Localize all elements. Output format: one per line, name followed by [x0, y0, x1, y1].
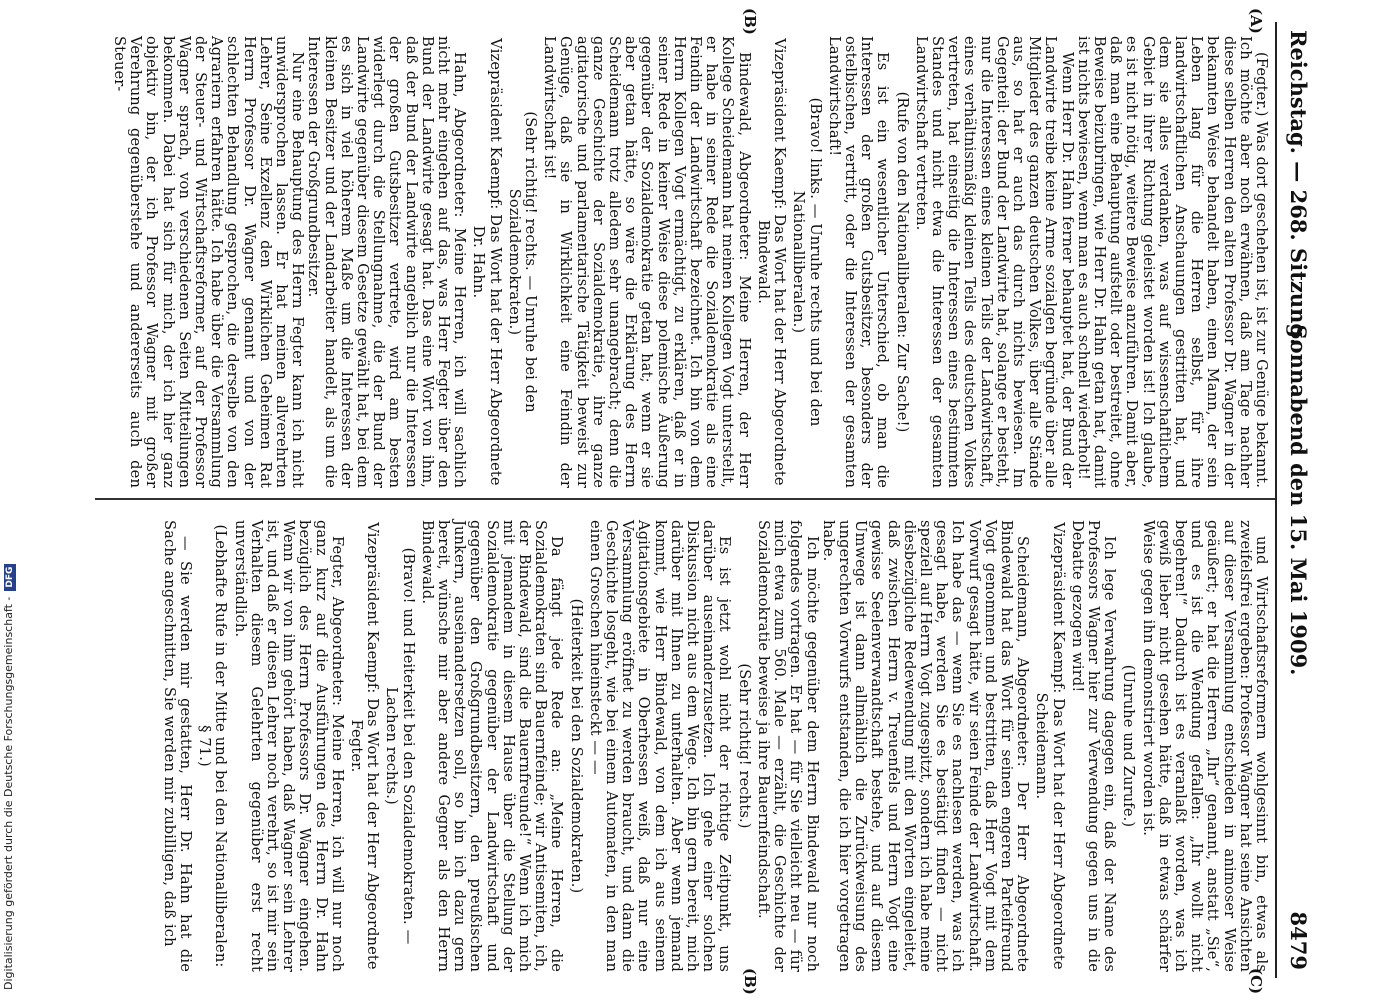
interjection: (Lebhafte Rufe in der Mitte und bei den Nationalliberalen: § 71.) — [196, 524, 230, 968]
paragraph: Scheidemann, Abgeordneter: Der Herr Abgeordnete Bindewald hat das Wort für seinen engeren Parteifreund Vogt genommen und bestritten, daß Herr Vogt mit dem Vorwurf gesagt hätte, wir seien Feinde der Landwirtschaft. Ich habe das — wenn Sie es nachlesen werden, was ich gesagt habe, werden Sie es bestätigt finden — nicht speziell auf Herrn Vogt zugespitzt, sondern ich habe meine diesbezügliche Redewendung mit den Worten eingeleitet, daß zwischen Herrn v. Treuenfels und Herrn Vogt eine gewisse Seelenverwandtschaft bestehe, und auf diesem Umwege ist dann allmählich die Zurückweisung des ungerechten Vorwurfs entstanden, die ich hier vorgetragen habe. — [819, 520, 1032, 972]
speaker-announcement: Vizepräsident Kaempf: Das Wort hat der Herr Abgeordnete Fegter. — [348, 522, 382, 970]
header-date: Sonnabend den 15. Mai 1909. — [1286, 324, 1311, 676]
paragraph: Es ist ein wesentlicher Unterschied, ob man die Interessen der großen Gutsbesitzer, besonders der ostelbischen, vertritt, oder die Interessen der gesamten Landwirtschaft! — [825, 36, 892, 488]
digitization-footer — [2, 30, 16, 990]
margin-letter-a: (A) — [1247, 8, 1265, 34]
digitization-note: Digitalisierung gefördert durch die Deutsche Forschungsgemeinschaft - — [2, 596, 15, 990]
speaker-announcement: Vizepräsident Kaempf: Das Wort hat der Herr Abgeordnete Dr. Hahn. — [470, 38, 504, 486]
running-head — [1281, 30, 1311, 970]
paragraph: Da fängt jede Rede an: „Meine Herren, die Sozialdemokraten sind Bauernfeinde; wir Antisemiten, ich, der Bindewald, sind die Bauernfreunde!“ Wenn ich mich mit jemandem in diesem Hause über die Stellung der Sozialdemokratie gegenüber der Landwirtschaft und gegenüber den Großgrundbesitzern, den preußischen Junkern, auseinandersetzen soll, so bin ich dazu gern bereit, wünsche mir aber andere Gegner als den Herrn Bindewald. — [418, 520, 566, 972]
margin-letter-c: (C) — [1247, 968, 1265, 995]
paragraph: — Sie werden mir gestatten, Herr Dr. Hahn hat die Sache angeschnitten, Sie werden mir zubilligen, daß ich — [160, 520, 194, 972]
speaker-announcement: Vizepräsident Kaempf: Das Wort hat der Herr Abgeordnete Bindewald. — [754, 38, 789, 486]
paragraph: Ich lege Verwahrung dagegen ein, daß der Name des Professors Wagner hier zur Verwendung gegen uns in die Debatte gezogen wird! — [1068, 520, 1119, 972]
paragraph: Ich möchte gegenüber dem Herrn Bindewald nur noch folgendes vortragen. Er hat — für Sie vielleicht neu — für mich etwa zum 560. Male — erzählt, die Geschichte der Sozialdemokratie beweise ja ihre Bauernfeindschaft. — [754, 520, 821, 972]
interjection: (Bravo! links. — Unruhe rechts und bei den Nationalliberalen.) — [790, 97, 824, 427]
interjection: (Sehr richtig! rechts.) — [735, 663, 753, 829]
left-column — [111, 36, 1269, 488]
paragraph: und Wirtschaftsreformern wohlgesinnt bin, etwas als zweifelsfrei ergeben: Professor Wagner hat seine Ansichten auf dieser Versammlung entschieden in animoser Weise geäußert; er hat die Herren „Ihr“ genannt, anstatt „Sie“, und es ist die Wendung gefallen: „Ihr wollt nicht begehren!“ Dadurch ist es veranlaßt worden, was ich gewiß lieber nicht gesehen hätte, daß in etwas schärfer Weise gegen ihn demonstriert worden ist. — [1139, 520, 1270, 972]
paragraph: (Fegter.) Was dort geschehen ist, ist zur Genüge bekannt. Ich möchte aber noch erwähnen, daß am Tage nachher diese selben Herren den alten Professor Dr. Wagner in der bekannten Weise behandelt haben, einen Mann, der sein Leben lang für die Herren selbst, für ihre landwirtschaftlichen Anschauungen gestritten hat, und dem sie alles verdanken, was auf wissenschaftlichem Gebiet in ihrer Richtung geleistet worden ist! Ich glaube, es ist nicht nötig, weitere Beweise anzuführen. Damit aber, daß man eine Behauptung aufstellt oder bestreitet, ohne Beweise beizubringen, wie Herr Dr. Hahn getan hat, damit ist nichts bewiesen, wenn man es auch schnell wiederholt! — [1074, 36, 1270, 488]
interjection: (Heiterkeit bei den Sozialdemokraten.) — [567, 598, 585, 894]
paragraph: Nur eine Behauptung des Herrn Fegter kann ich nicht unwidersprochen lassen. Er hat meinen allverehrten Lehrer, Seine Exzellenz den Wirklichen Geheimen Rat Herrn Professor Dr. Wagner genannt und von der schlechten Behandlung gesprochen, die derselbe von den Agrariern erfahren hätte. Ich habe über die Versammlung der Steuer- und Wirtschaftsreformer, auf der Professor Wagner sprach, von verschiedenen Seiten Mitteilungen bekommen. Dabei hat sich für mich, der ich hier ganz objektiv bin, der ich Professor Wagner mit großer Verehrung gegenüberstehe und andererseits auch den Steuer- — [110, 36, 307, 488]
paragraph: Fegter, Abgeordneter: Meine Herren, ich will nur noch ganz kurz auf die Ausführungen des Herrn Dr. Hahn bezüglich des Herrn Professors Dr. Wagner eingehen. Wenn wir von ihm gehört haben, daß Wagner sein Lehrer ist, und daß er diesen Lehrer noch verehrt, so ist mir sein Verhalten diesem Gelehrten gegenüber erst recht unverständlich. — [231, 520, 346, 972]
paragraph: Hahn, Abgeordneter: Meine Herren, ich will sachlich nicht mehr eingehen auf das, was Herr Fegter über den Bund der Landwirte gesagt hat. Das eine Wort von ihm, daß der Bund der Landwirte angeblich nur die Interessen der großen Gutsbesitzer vertrete, wird am besten widerlegt durch die Stellungnahme, die der Bund der Landwirte gegenüber diesem Gesetze gewählt hat, bei dem es sich in viel höherem Maße um die Interessen der kleinen Besitzer und der Landarbeiter handelt, als um die Interessen der Großgrundbesitzer. — [305, 36, 469, 488]
paragraph: Bindewald, Abgeordneter: Meine Herren, der Herr Kollege Scheidemann hat meinen Kollegen Vogt unterstellt, er habe in seiner Rede die Sozialdemokratie als eine Feindin der Landwirtschaft bezeichnet. Ich bin von dem Herrn Kollegen Vogt ermächtigt, zu erklären, daß er in seiner Rede in keiner Weise diese polemische Äußerung gegenüber der Sozialdemokratie getan hat; wenn er sie aber getan hätte, so wäre die Erklärung des Herrn Scheidemann trotz alledem sehr unangebracht; denn die ganze Geschichte der Sozialdemokratie, ihre ganze agitatorische und parlamentarische Tätigkeit beweist zur Genüge, daß sie in Wirklichkeit eine Feindin der Landwirtschaft ist! — [541, 36, 753, 488]
paragraph: Es ist jetzt wohl nicht der richtige Zeitpunkt, uns darüber auseinanderzusetzen. Ich gehe einer solchen Diskussion nicht aus dem Wege. Ich bin gern bereit, mich darüber mit Ihnen zu unterhalten. Aber wenn jemand kommt, wie Herr Bindewald, von dem ich aus seinem Agitationsgebiete in Oberhessen weiß, daß nur eine Versammlung eröffnet zu werden braucht, und dann die Geschichte losgeht, wie bei einem Automaten, in den man einen Groschen hineinsteckt — — — [586, 520, 734, 972]
header-rule — [1275, 22, 1277, 978]
dfg-logo: DFG — [4, 564, 16, 591]
margin-letter-b-right: (B) — [741, 968, 759, 995]
interjection: (Unruhe und Zurufe.) — [1120, 664, 1138, 828]
header-left: Reichstag. — 268. Sitzung. — [1286, 30, 1311, 346]
paragraph: Wenn Herr Dr. Hahn ferner behauptet hat, der Bund der Landwirte treibe keine Arme sozialgen begründe über alle Mitglieder des ganzen deutschen Volkes, über alle Stände aus, so hat er auch das durch nichts bewiesen. Im Gegenteil: der Bund der Landwirte hat, solange er besteht, nur die Interessen eines kleinen Teils der Landwirtschaft, eines verhältnismäßig kleinen Teils des deutschen Volkes vertreten, hat einseitig die Interessen eines bestimmten Standes und nicht etwa die Interessen der gesamten Landwirtschaft vertreten. — [912, 36, 1076, 488]
right-column — [161, 520, 1269, 972]
interjection: (Bravo! und Heiterkeit bei den Sozialdemokraten. — Lachen rechts.) — [383, 547, 417, 945]
interjection: (Rufe von den Nationalliberalen: Zur Sache!) — [893, 91, 911, 433]
rotated-newspaper-sheet — [79, 0, 1319, 1000]
column-divider — [95, 498, 1275, 500]
speaker-announcement: Vizepräsident Kaempf: Das Wort hat der Herr Abgeordnete Scheidemann. — [1033, 522, 1067, 970]
interjection: (Sehr richtig! rechts. — Unruhe bei den Sozialdemokraten.) — [505, 111, 540, 413]
margin-letter-b-left: (B) — [741, 8, 759, 35]
page-number: 8479 — [1286, 911, 1311, 970]
